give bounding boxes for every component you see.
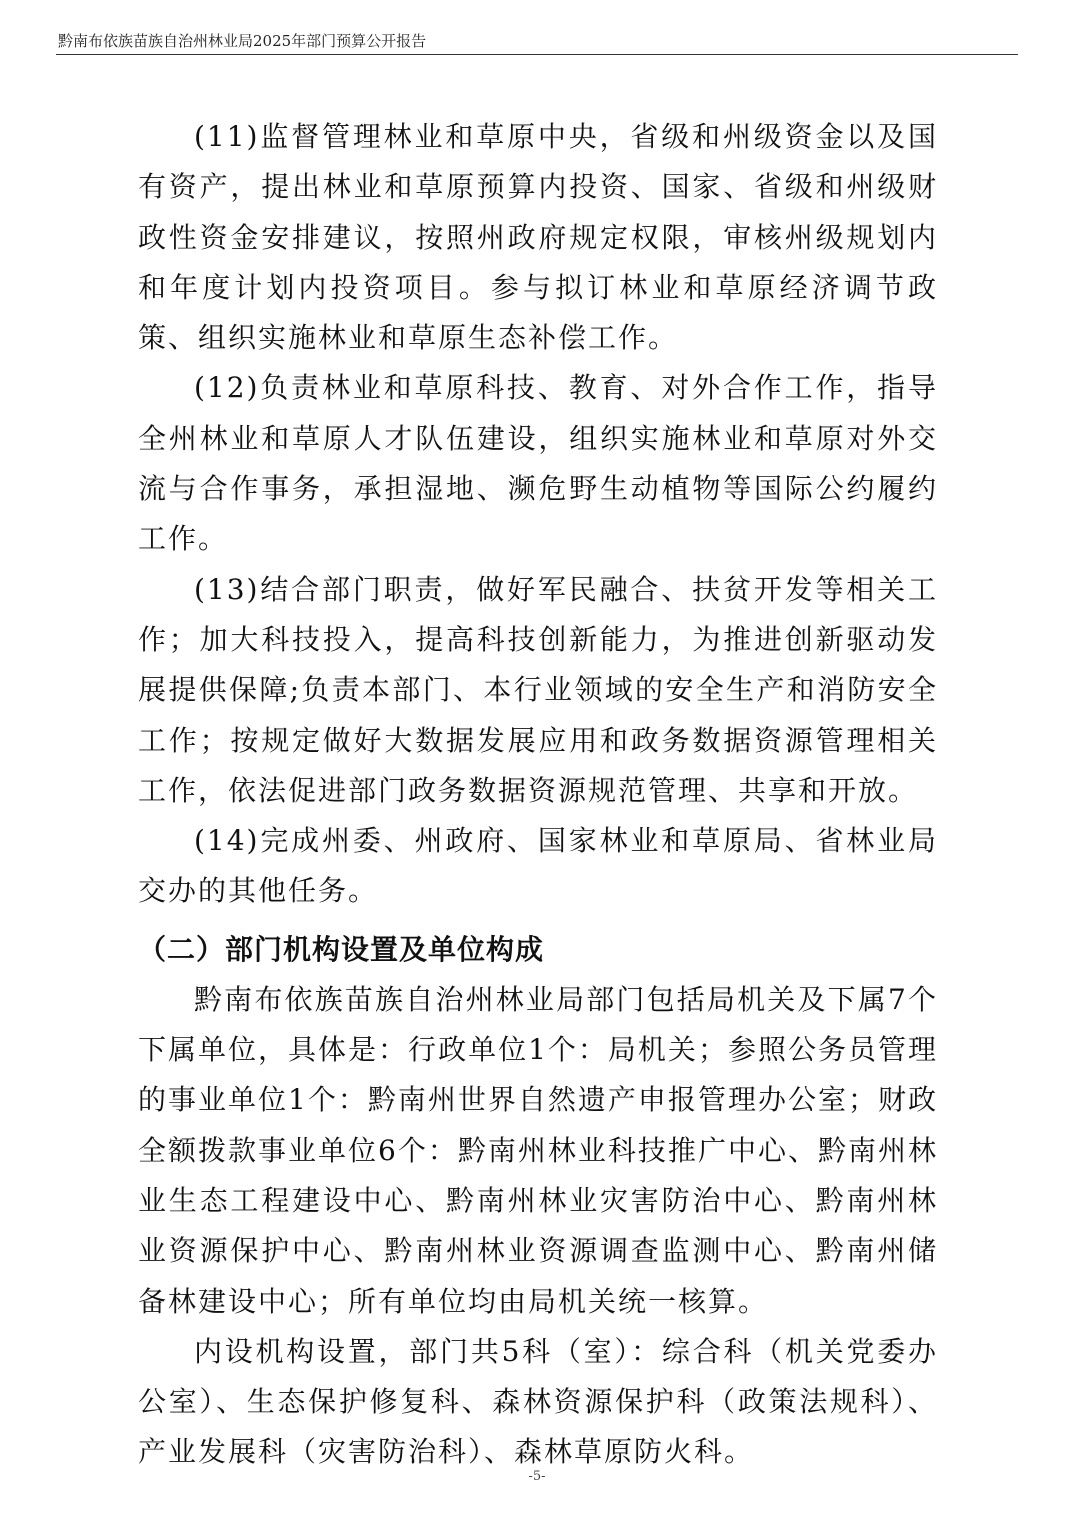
paragraph-duty-13: (13)结合部门职责，做好军民融合、扶贫开发等相关工作；加大科技投入，提高科技创新能力，为推进创新驱动发展提供保障;负责本部门、本行业领域的安全生产和消防安全工作；按规定做好大数据发展应用和政务数据资源管理相关工作，依法促进部门政务数据资源规范管理、共享和开放。 (138, 572, 938, 807)
document-body (138, 112, 938, 1478)
paragraph-duty-12: (12)负责林业和草原科技、教育、对外合作工作，指导全州林业和草原人才队伍建设，组织实施林业和草原对外交流与合作事务，承担湿地、濒危野生动植物等国际公约履约工作。 (138, 371, 938, 556)
paragraph-internal-departments: 内设机构设置，部门共5科（室）：综合科（机关党委办公室）、生态保护修复科、森林资源保护科（政策法规科）、产业发展科（灾害防治科）、森林草原防火科。 (138, 1334, 938, 1469)
paragraph-duty-11: (11)监督管理林业和草原中央，省级和州级资金以及国有资产，提出林业和草原预算内投资、国家、省级和州级财政性资金安排建议，按照州政府规定权限，审核州级规划内和年度计划内投资项目。参与拟订林业和草原经济调节政策、组织实施林业和草原生态补偿工作。 (138, 120, 938, 355)
paragraph-unit-composition: 黔南布依族苗族自治州林业局部门包括局机关及下属7个下属单位，具体是：行政单位1个：局机关；参照公务员管理的事业单位1个：黔南州世界自然遗产申报管理办公室；财政全额拨款事业单位6个：黔南州林业科技推广中心、黔南州林业生态工程建设中心、黔南州林业灾害防治中心、黔南州林业资源保护中心、黔南州林业资源调查监测中心、黔南州储备林建设中心；所有单位均由局机关统一核算。 (138, 982, 938, 1318)
paragraph-duty-14: (14)完成州委、州政府、国家林业和草原局、省林业局交办的其他任务。 (138, 824, 938, 908)
document-header-title: 黔南布依族苗族自治州林业局2025年部门预算公开报告 (58, 32, 427, 50)
section-heading-organization: （二）部门机构设置及单位构成 (138, 932, 545, 966)
page-number: -5- (528, 1469, 546, 1484)
header-divider (56, 54, 1018, 55)
